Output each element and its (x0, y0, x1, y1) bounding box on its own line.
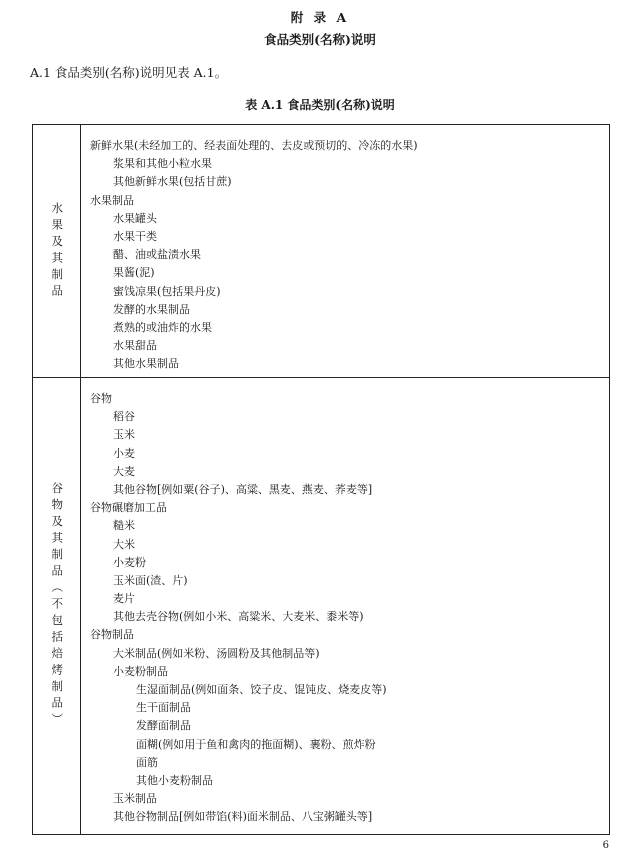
category-item: 水果甜品 (113, 339, 157, 353)
category-label: 谷物及其制品︵不包括焙烤制品︶ (50, 482, 65, 730)
category-item: 小麦粉制品 (113, 664, 168, 678)
category-item: 谷物碾磨加工品 (90, 501, 167, 515)
appendix-title: 附 录 A (290, 10, 350, 25)
category-item: 面筋 (136, 755, 158, 769)
category-item: 水果干类 (113, 229, 157, 243)
category-label: 水果及其制品 (50, 201, 65, 301)
category-item: 蜜饯凉果(包括果丹皮) (113, 284, 221, 298)
category-item: 谷物 (90, 392, 112, 405)
appendix-subtitle: 食品类别(名称)说明 (264, 32, 376, 47)
category-item: 大麦 (113, 464, 135, 478)
category-item: 水果罐头 (113, 211, 157, 225)
category-item: 其他谷物[例如粟(谷子)、高粱、黑麦、燕麦、荞麦等] (113, 482, 373, 496)
page-number: 6 (602, 840, 609, 851)
category-item: 玉米面(渣、片) (113, 573, 188, 587)
category-item: 其他小麦粉制品 (136, 773, 213, 787)
category-item: 新鲜水果(未经加工的、经表面处理的、去皮或预切的、冷冻的水果) (90, 139, 418, 152)
category-item: 面糊(例如用于鱼和禽肉的拖面糊)、裹粉、煎炸粉 (136, 737, 376, 751)
items-list (90, 137, 605, 373)
intro-paragraph: A.1 食品类别(名称)说明见表 A.1。 (30, 65, 228, 80)
category-item: 小麦 (113, 446, 135, 460)
category-item: 发酵的水果制品 (113, 302, 190, 316)
food-category-table (32, 124, 610, 835)
category-item: 其他水果制品 (113, 357, 179, 371)
table-caption: 表 A.1 食品类别(名称)说明 (245, 98, 395, 112)
category-item: 其他谷物制品[例如带馅(料)面米制品、八宝粥罐头等] (113, 810, 373, 824)
category-item: 其他新鲜水果(包括甘蔗) (113, 175, 232, 189)
category-item: 生干面制品 (136, 701, 191, 715)
category-item: 浆果和其他小粒水果 (113, 157, 212, 171)
category-cell (33, 378, 81, 834)
table-row-cereal (33, 378, 609, 834)
category-item: 大米 (113, 537, 135, 551)
category-item: 生湿面制品(例如面条、饺子皮、馄饨皮、烧麦皮等) (136, 683, 387, 696)
category-item: 煮熟的或油炸的水果 (113, 320, 212, 334)
category-item: 谷物制品 (90, 628, 134, 642)
category-item: 水果制品 (90, 193, 134, 207)
category-item: 果酱(泥) (113, 266, 155, 280)
category-item: 麦片 (113, 592, 135, 606)
table-row-fruit (33, 125, 609, 378)
category-item: 大米制品(例如米粉、汤圆粉及其他制品等) (113, 646, 320, 660)
category-item: 醋、油或盐渍水果 (113, 248, 201, 262)
category-item: 发酵面制品 (136, 719, 191, 733)
items-list (90, 390, 605, 827)
category-item: 其他去壳谷物(例如小米、高粱米、大麦米、黍米等) (113, 610, 364, 624)
category-item: 玉米 (113, 428, 135, 442)
category-item: 小麦粉 (113, 555, 146, 569)
category-item: 玉米制品 (113, 792, 157, 806)
category-item: 稻谷 (113, 410, 135, 424)
category-cell (33, 125, 81, 377)
category-item: 糙米 (113, 519, 135, 533)
